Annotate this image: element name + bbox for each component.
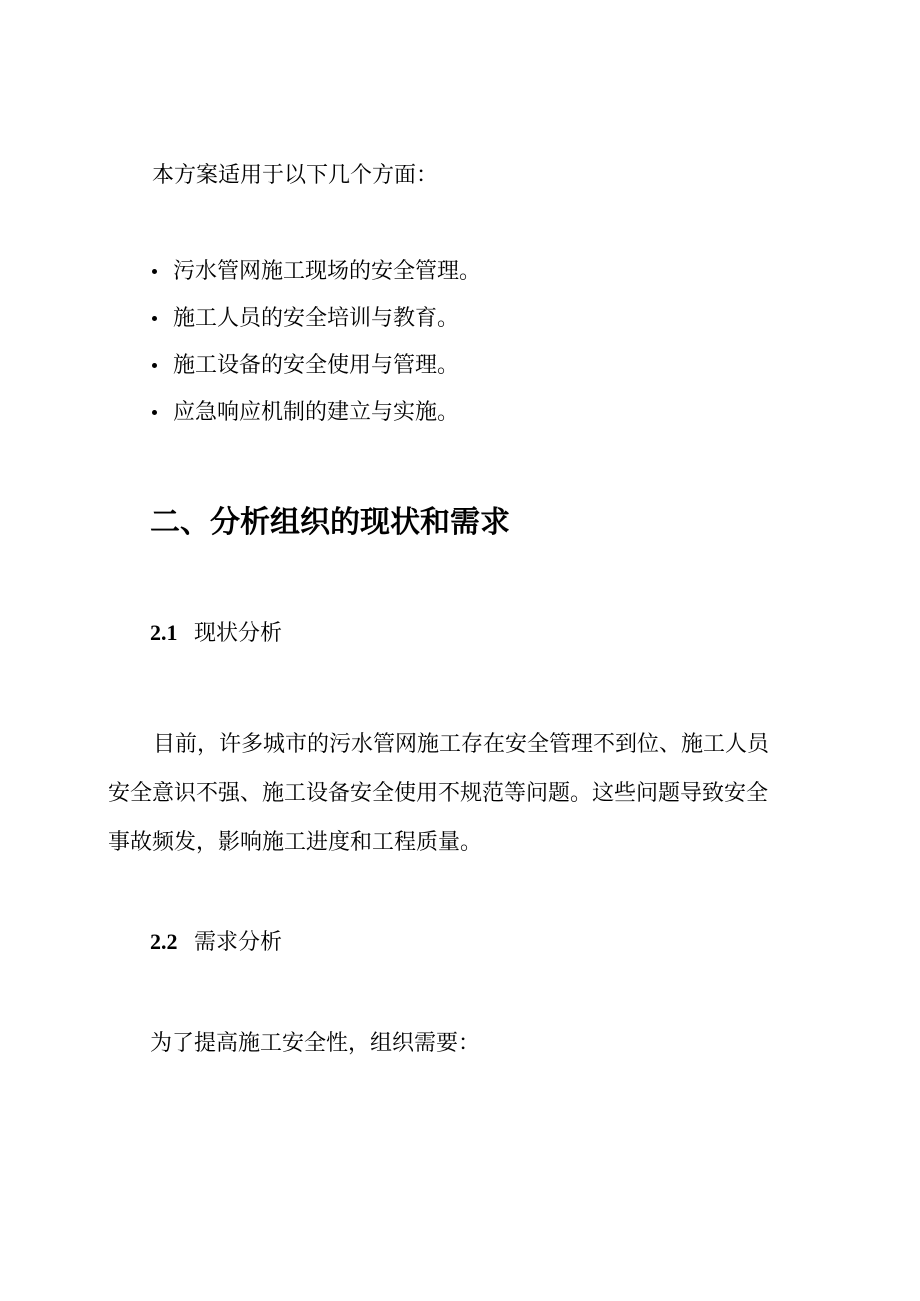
subsection-title: 需求分析 <box>194 930 283 955</box>
scope-intro-text: 本方案适用于以下几个方面： <box>152 163 439 188</box>
list-item-text: 应急响应机制的建立与实施。 <box>173 400 460 425</box>
list-item-text: 施工设备的安全使用与管理。 <box>173 353 460 378</box>
paragraph-line: 安全意识不强、施工设备安全使用不规范等问题。这些问题导致安全 <box>108 781 769 806</box>
bullet-icon <box>152 269 157 274</box>
list-item-text: 施工人员的安全培训与教育。 <box>173 306 460 331</box>
bullet-icon <box>152 363 157 368</box>
bullet-icon <box>152 410 157 415</box>
subsection-number: 2.1 <box>150 620 178 645</box>
current-status-paragraph <box>108 720 808 867</box>
bullet-icon <box>152 316 157 321</box>
scope-list <box>150 257 481 445</box>
list-item <box>150 398 481 445</box>
subsection-number: 2.2 <box>150 929 178 954</box>
subsection-2-1-heading <box>150 618 282 649</box>
list-item <box>150 351 481 398</box>
paragraph-line: 事故频发，影响施工进度和工程质量。 <box>108 830 483 855</box>
list-item <box>150 257 481 304</box>
paragraph-line: 目前，许多城市的污水管网施工存在安全管理不到位、施工人员 <box>153 732 770 757</box>
list-item <box>150 304 481 351</box>
section-2-heading: 二、分析组织的现状和需求 <box>150 505 510 540</box>
subsection-title: 现状分析 <box>194 621 283 646</box>
subsection-2-2-heading <box>150 927 282 958</box>
list-item-text: 污水管网施工现场的安全管理。 <box>173 259 482 284</box>
needs-intro-text: 为了提高施工安全性，组织需要： <box>150 1031 481 1056</box>
